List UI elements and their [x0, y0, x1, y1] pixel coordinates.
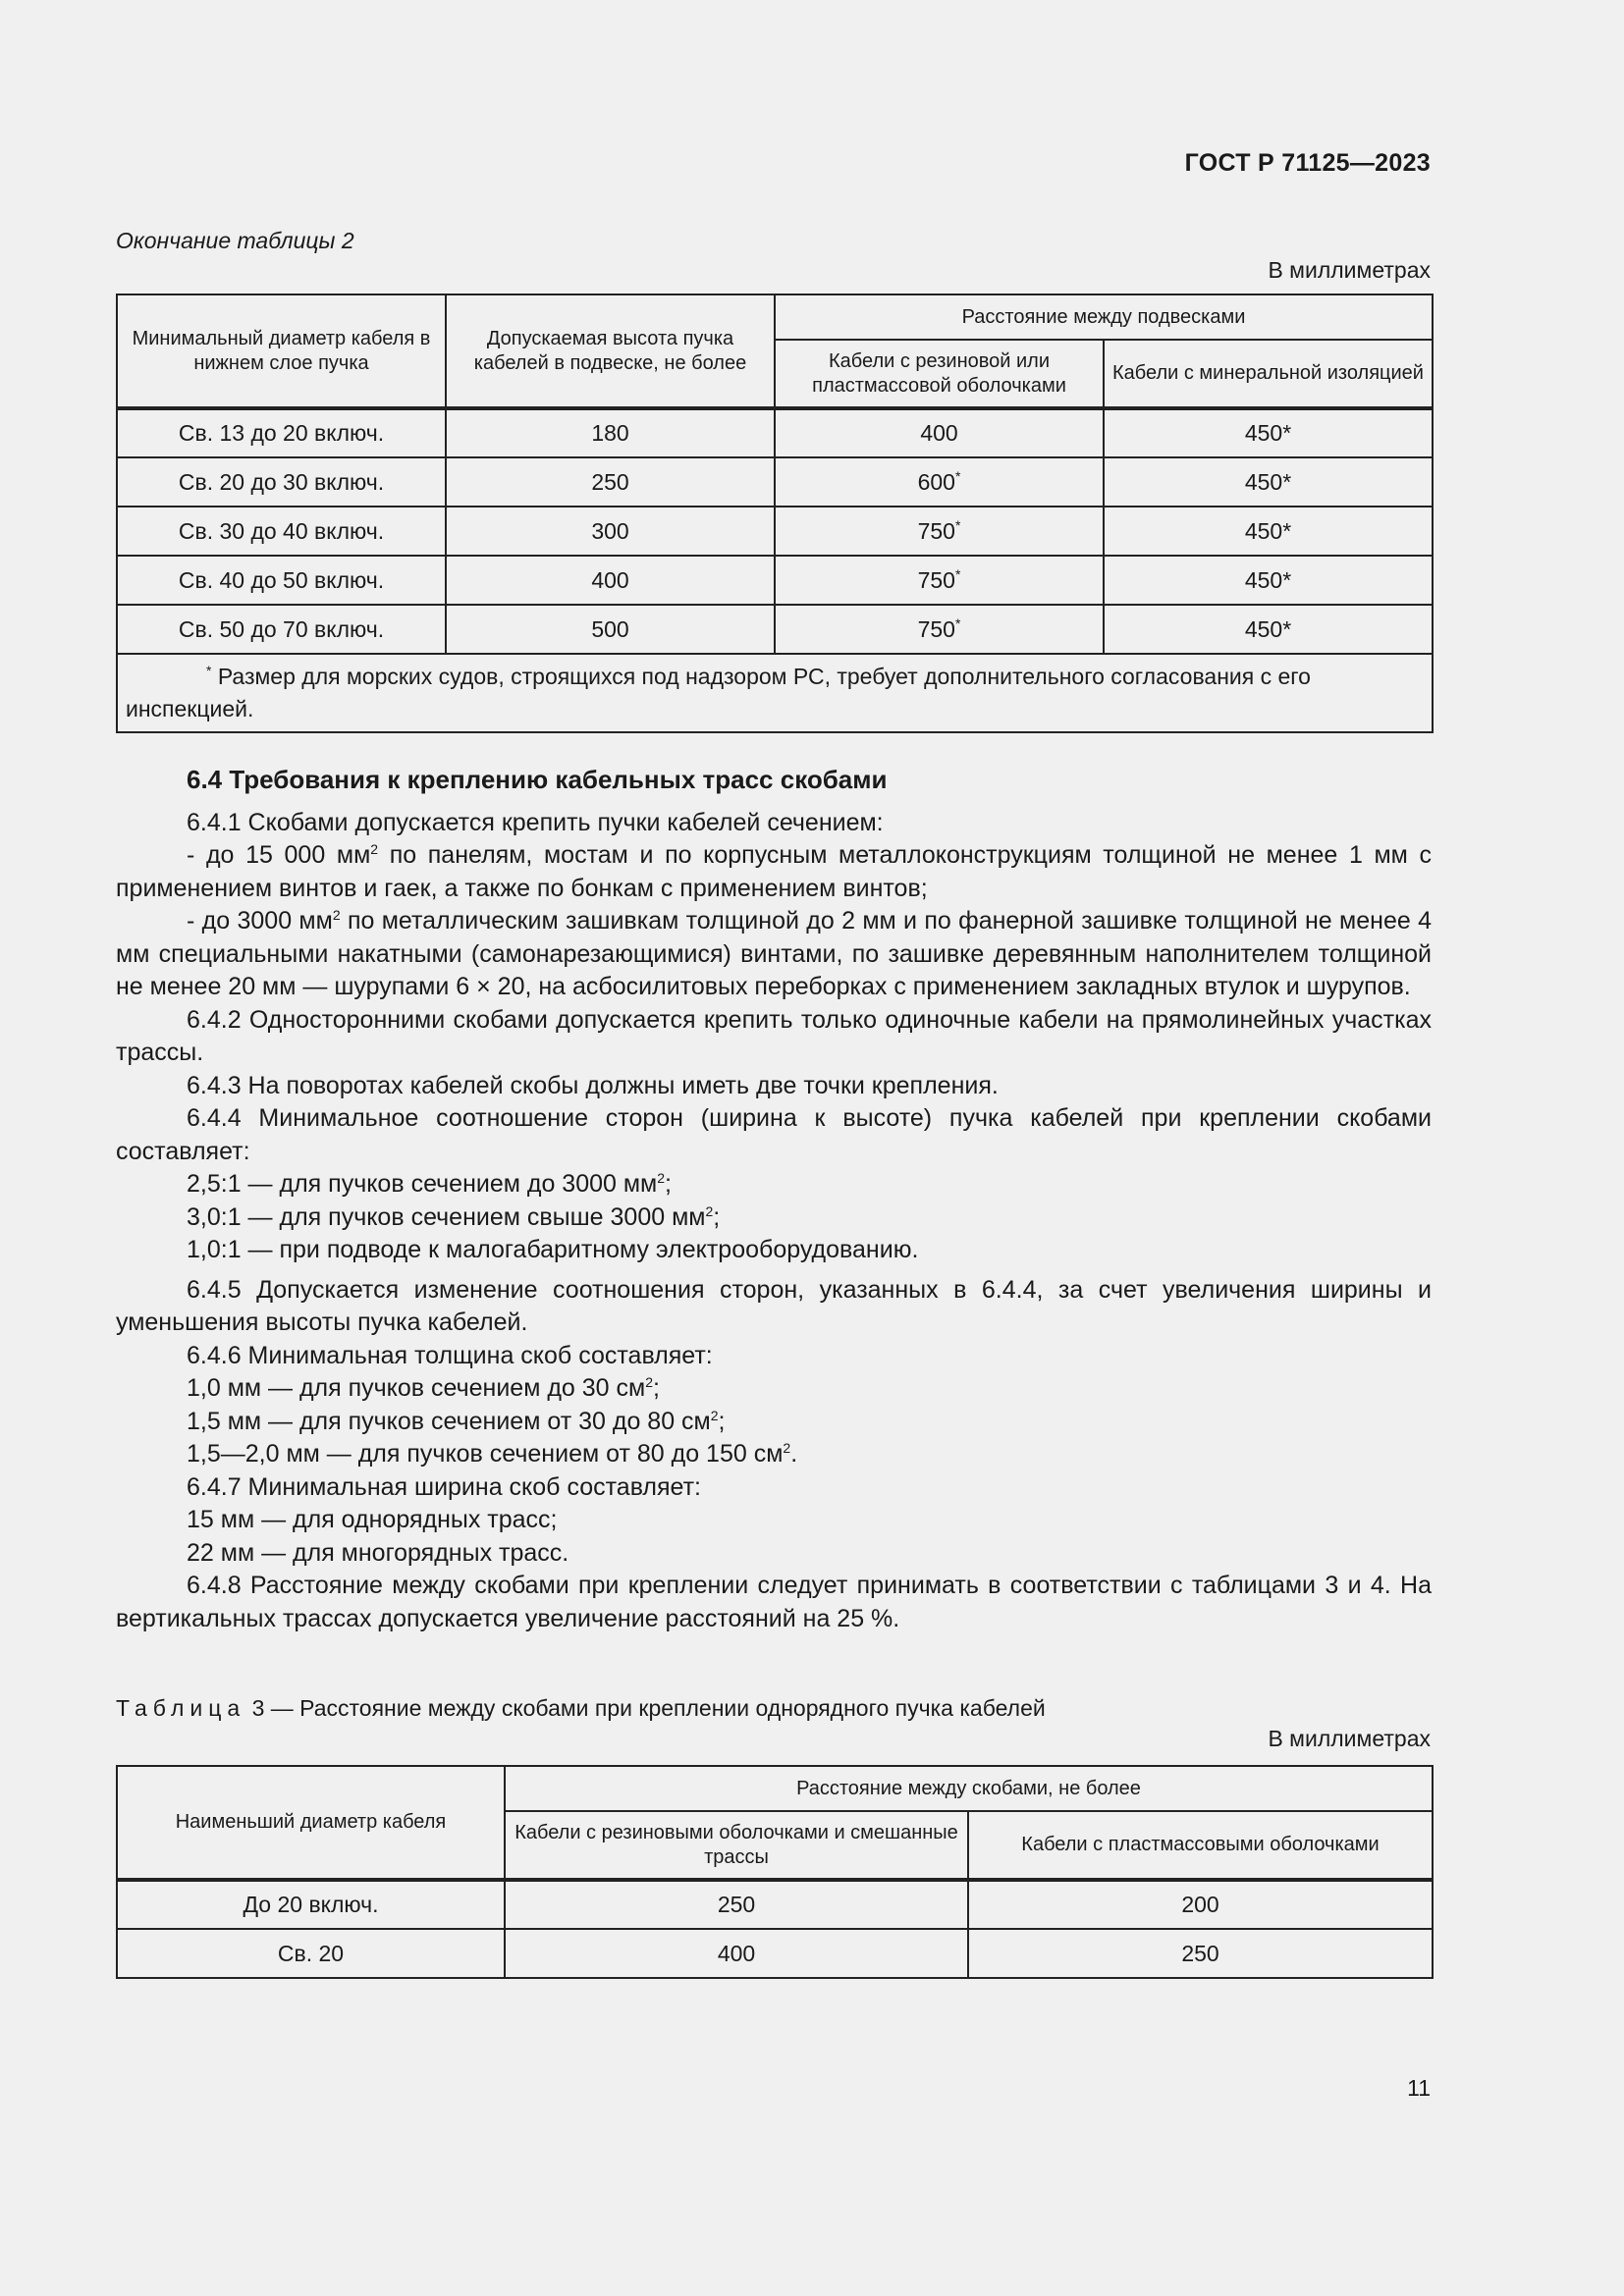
table-row — [117, 457, 1433, 507]
section-heading: 6.4 Требования к креплению кабельных трасс скобами — [187, 765, 888, 794]
cell-diameter: Св. 50 до 70 включ. — [117, 605, 446, 654]
cell-plastic: 250 — [968, 1929, 1433, 1978]
paragraph-6-4-4: 6.4.4 Минимальное соотношение сторон (ширина к высоте) пучка кабелей при креплении скобами составляет: — [116, 1104, 1432, 1165]
table-row — [117, 408, 1433, 457]
table2-col-rubber-plastic-header: Кабели с резиновой или пластмассовой оболочками — [775, 340, 1104, 408]
paragraph-6-4-4-item-a: 2,5:1 — для пучков сечением до 3000 $мм^2$; — [187, 1170, 672, 1198]
cell-mineral: 450* — [1104, 556, 1433, 605]
paragraph-6-4-8: 6.4.8 Расстояние между скобами при креплении следует принимать в соответствии с таблицами 3 и 4. На вертикальных трассах допускается увеличение расстояний на 25 %. — [116, 1572, 1432, 1632]
paragraph-6-4-6-item-b: 1,5 мм — для пучков сечением от 30 до 80 $см^2$; — [187, 1407, 726, 1435]
paragraph-6-4-6-item-a: 1,0 мм — для пучков сечением до 30 $см^2$; — [187, 1374, 660, 1402]
table3-col-diameter-header: Наименьший диаметр кабеля — [117, 1766, 505, 1880]
table2-col-height-header: Допускаемая высота пучка кабелей в подвеске, не более — [446, 294, 775, 408]
cell-rubber: 400 — [505, 1929, 968, 1978]
cell-diameter: Св. 40 до 50 включ. — [117, 556, 446, 605]
table2 — [116, 294, 1434, 733]
table2-col-diameter-header: Минимальный диаметр кабеля в нижнем слое пучка — [117, 294, 446, 408]
paragraph-6-4-4-item-c: 1,0:1 — при подводе к малогабаритному электрооборудованию. — [187, 1236, 919, 1263]
cell-mineral: 450* — [1104, 507, 1433, 556]
table3 — [116, 1765, 1434, 1979]
cell-mineral: 450* — [1104, 605, 1433, 654]
cell-mineral: 450* — [1104, 457, 1433, 507]
paragraph-6-4-6: 6.4.6 Минимальная толщина скоб составляет: — [187, 1341, 713, 1369]
table3-caption: Таблица 3 — Расстояние между скобами при креплении однорядного пучка кабелей — [116, 1695, 1046, 1721]
table2-footnote: * Размер для морских судов, строящихся под надзором РС, требует дополнительного согласования с его инспекцией. — [117, 654, 1433, 732]
table3-col-rubber-header: Кабели с резиновыми оболочками и смешанные трассы — [505, 1811, 968, 1880]
paragraph-6-4-1-item-a: - до 15 000 $мм^2$ по панелям, мостам и по корпусным металлоконструкциям толщиной не менее 1 мм с применением винтов и гаек, а также по бонкам с применением винтов; — [116, 841, 1432, 902]
cell-rubber-plastic: 750* — [775, 507, 1104, 556]
cell-diameter: Св. 20 — [117, 1929, 505, 1978]
paragraph-6-4-6-item-c: 1,5—2,0 мм — для пучков сечением от 80 до 150 $см^2$. — [187, 1440, 798, 1468]
cell-rubber: 250 — [505, 1880, 968, 1929]
paragraph-6-4-1-item-b: - до 3000 $мм^2$ по металлическим зашивкам толщиной до 2 мм и по фанерной зашивке толщиной не менее 4 мм специальными накатными (самонарезающимися) винтами, по зашивке деревянным наполнителем толщиной не менее 20 мм — шурупами 6 × 20, на асбосилитовых переборках с применением закладных втулок и шурупов. — [116, 907, 1432, 1000]
cell-height: 250 — [446, 457, 775, 507]
table2-footnote-row — [117, 654, 1433, 732]
table3-units: В миллиметрах — [1268, 1726, 1431, 1751]
cell-rubber-plastic: 600* — [775, 457, 1104, 507]
table2-units: В миллиметрах — [1268, 257, 1431, 283]
paragraph-6-4-3: 6.4.3 На поворотах кабелей скобы должны иметь две точки крепления. — [187, 1071, 999, 1099]
table-row — [117, 1880, 1433, 1929]
paragraph-6-4-7: 6.4.7 Минимальная ширина скоб составляет: — [187, 1472, 701, 1501]
cell-rubber-plastic: 750* — [775, 556, 1104, 605]
page-number: 11 — [1407, 2075, 1431, 2101]
table3-col-plastic-header: Кабели с пластмассовыми оболочками — [968, 1811, 1433, 1880]
paragraph-6-4-4-item-b: 3,0:1 — для пучков сечением свыше 3000 $мм^2$; — [187, 1202, 721, 1231]
table-row — [117, 507, 1433, 556]
table-row — [117, 605, 1433, 654]
cell-rubber-plastic: 400 — [775, 408, 1104, 457]
paragraph-6-4-7-item-b: 22 мм — для многорядных трасс. — [187, 1538, 569, 1567]
cell-diameter: Св. 13 до 20 включ. — [117, 408, 446, 457]
cell-diameter: Св. 20 до 30 включ. — [117, 457, 446, 507]
table3-group-header: Расстояние между скобами, не более — [505, 1766, 1433, 1811]
paragraph-6-4-1: 6.4.1 Скобами допускается крепить пучки кабелей сечением: — [187, 808, 884, 836]
cell-height: 180 — [446, 408, 775, 457]
document-code: ГОСТ Р 71125—2023 — [1184, 149, 1431, 177]
table2-continuation-caption: Окончание таблицы 2 — [116, 228, 354, 253]
cell-diameter: До 20 включ. — [117, 1880, 505, 1929]
table-row — [117, 1929, 1433, 1978]
cell-height: 300 — [446, 507, 775, 556]
table2-group-header: Расстояние между подвесками — [775, 294, 1433, 340]
cell-plastic: 200 — [968, 1880, 1433, 1929]
cell-height: 500 — [446, 605, 775, 654]
cell-height: 400 — [446, 556, 775, 605]
cell-diameter: Св. 30 до 40 включ. — [117, 507, 446, 556]
cell-rubber-plastic: 750* — [775, 605, 1104, 654]
table-row — [117, 556, 1433, 605]
paragraph-6-4-5: 6.4.5 Допускается изменение соотношения сторон, указанных в 6.4.4, за счет увеличения ширины и уменьшения высоты пучка кабелей. — [116, 1275, 1432, 1336]
section-6-4 — [116, 764, 1432, 1635]
table2-col-mineral-header: Кабели с минеральной изоляцией — [1104, 340, 1433, 408]
paragraph-6-4-7-item-a: 15 мм — для однорядных трасс; — [187, 1506, 558, 1533]
paragraph-6-4-2: 6.4.2 Односторонними скобами допускается крепить только одиночные кабели на прямолинейных участках трассы. — [116, 1005, 1432, 1066]
cell-mineral: 450* — [1104, 408, 1433, 457]
